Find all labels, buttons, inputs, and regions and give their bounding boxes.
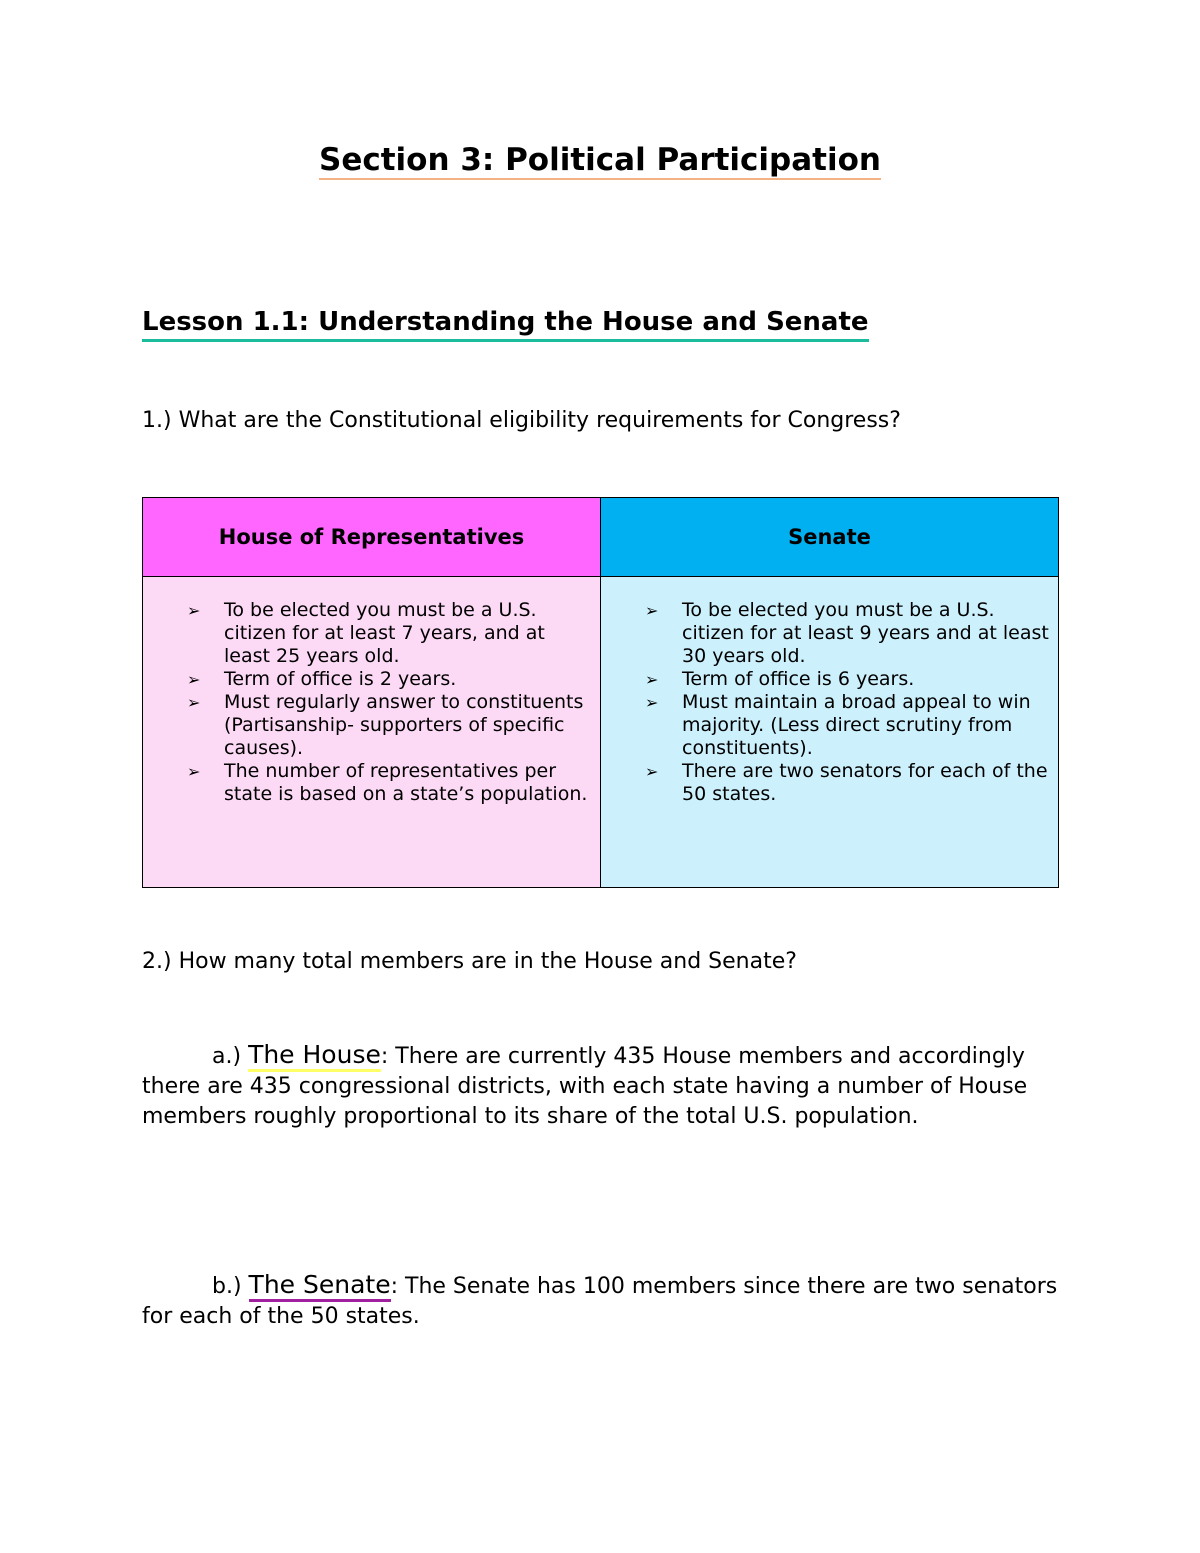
list-item-text: There are two senators for each of the 50 states. — [682, 760, 1048, 805]
page-title — [0, 140, 1200, 180]
list-item — [645, 668, 1050, 691]
requirements-table — [142, 497, 1059, 888]
list-item-text: To be elected you must be a U.S. citizen for at least 9 years and at least 30 years old. — [682, 599, 1049, 667]
house-requirements-list — [187, 599, 592, 806]
list-item — [645, 691, 1050, 760]
arrow-bullet-icon: ➢ — [645, 693, 659, 712]
list-item — [187, 760, 592, 806]
senate-requirements-cell — [601, 577, 1059, 888]
list-item-text: Term of office is 6 years. — [682, 668, 915, 690]
list-item-text: Must maintain a broad appeal to win majority. (Less direct scrutiny from constituents). — [682, 691, 1031, 759]
arrow-bullet-icon: ➢ — [187, 693, 201, 712]
arrow-bullet-icon: ➢ — [645, 762, 659, 781]
arrow-bullet-icon: ➢ — [187, 601, 201, 620]
arrow-bullet-icon: ➢ — [645, 670, 659, 689]
answer-senate-text: : The Senate has 100 members since there are two senators for each of the 50 states. — [142, 1274, 1058, 1329]
lesson-heading: Lesson 1.1: Understanding the House and Senate — [142, 305, 869, 342]
answer-senate-prefix: b.) — [212, 1274, 249, 1299]
answer-senate — [142, 1270, 1062, 1332]
house-header: House of Representatives — [143, 498, 601, 577]
arrow-bullet-icon: ➢ — [187, 670, 201, 689]
list-item-text: The number of representatives per state is based on a state’s population. — [224, 760, 588, 805]
list-item-text: To be elected you must be a U.S. citizen for at least 7 years, and at least 25 years old. — [224, 599, 545, 667]
table-row — [143, 577, 1059, 888]
senate-term: The Senate — [249, 1270, 391, 1302]
senate-header: Senate — [601, 498, 1059, 577]
arrow-bullet-icon: ➢ — [645, 601, 659, 620]
answer-house-prefix: a.) — [212, 1044, 249, 1069]
house-term: The House — [248, 1040, 381, 1072]
question-2: 2.) How many total members are in the House and Senate? — [142, 949, 797, 974]
table-header-row — [143, 498, 1059, 577]
list-item-text: Term of office is 2 years. — [224, 668, 457, 690]
house-requirements-cell — [143, 577, 601, 888]
answer-house — [142, 1040, 1062, 1132]
arrow-bullet-icon: ➢ — [187, 762, 201, 781]
senate-requirements-list — [645, 599, 1050, 806]
list-item — [187, 599, 592, 668]
page-title-text: Section 3: Political Participation — [319, 142, 881, 178]
answer-house-text: : There are currently 435 House members and accordingly there are 435 congressional districts, with each state having a number of House members roughly proportional to its share of the total U.S. population. — [142, 1044, 1028, 1129]
list-item — [645, 599, 1050, 668]
list-item — [187, 668, 592, 691]
list-item — [187, 691, 592, 760]
list-item — [645, 760, 1050, 806]
question-1: 1.) What are the Constitutional eligibility requirements for Congress? — [142, 408, 901, 433]
list-item-text: Must regularly answer to constituents (Partisanship- supporters of specific causes). — [224, 691, 584, 759]
